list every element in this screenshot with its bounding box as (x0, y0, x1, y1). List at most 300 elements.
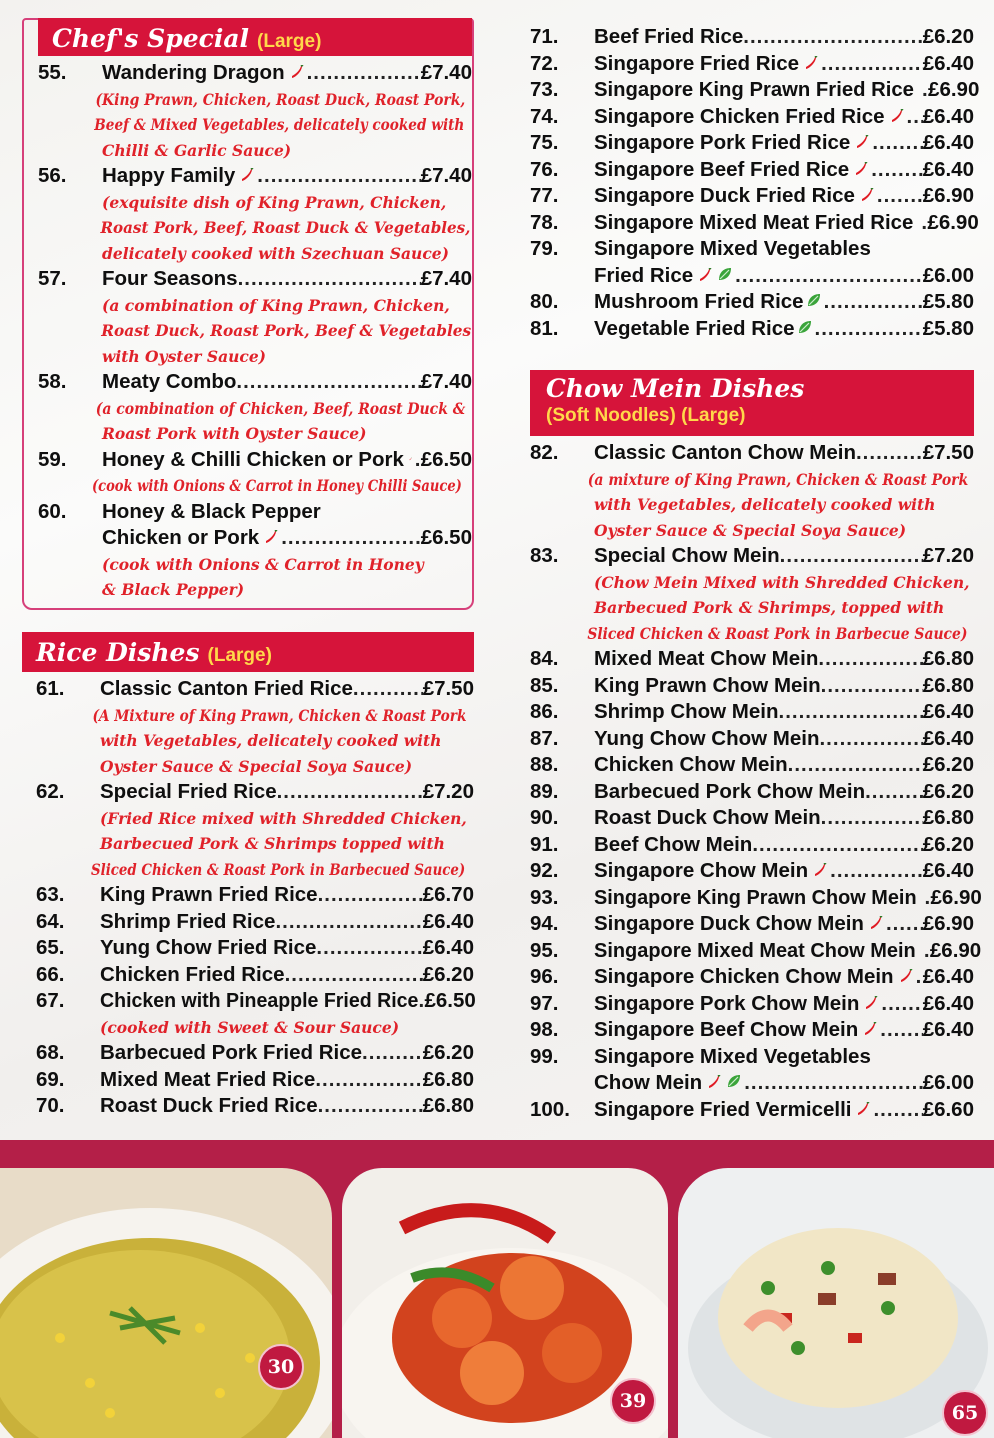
item-number: 100. (530, 1097, 570, 1121)
chili-icon (290, 65, 304, 79)
menu-item (38, 499, 472, 603)
chili-icon (890, 109, 904, 123)
item-name: King Prawn Chow Mein (594, 673, 821, 697)
item-name: Mushroom Fried Rice (594, 290, 804, 313)
item-price: £6.40 (922, 51, 974, 75)
menu-item (530, 1097, 974, 1124)
menu-item-line (36, 935, 474, 962)
menu-item (530, 24, 974, 51)
item-price: £6.20 (422, 1041, 474, 1064)
chili-icon (409, 452, 412, 466)
menu-item-line (530, 157, 974, 184)
item-description: (a mixture of King Prawn, Chicken & Roast Pork (587, 469, 969, 489)
item-description: & Black Pepper) (102, 580, 245, 599)
item-name: Chicken with Pineapple Fried Rice (100, 989, 419, 1012)
menu-item-line (38, 266, 472, 293)
item-description: delicately cooked with Szechuan Sauce) (102, 243, 449, 263)
item-number: 56. (38, 164, 67, 187)
rice-dishes-continued-list (530, 24, 980, 342)
item-name: Roast Duck Chow Mein (594, 806, 821, 829)
leader-dots (318, 882, 423, 909)
item-name: Singapore Beef Fried Rice (594, 157, 850, 181)
menu-item (530, 699, 974, 726)
item-number: 80. (530, 290, 559, 313)
item-number: 62. (36, 780, 65, 803)
chili-icon (707, 1075, 721, 1089)
chili-icon (854, 162, 868, 176)
item-name: Singapore Mixed Vegetables (594, 237, 871, 260)
item-number: 98. (530, 1018, 559, 1041)
item-number: 65. (36, 936, 65, 959)
vegetarian-leaf-icon (717, 266, 733, 282)
menu-item-line (530, 316, 974, 343)
item-description: (cook with Onions & Carrot in Honey Chilli Sauce) (91, 476, 462, 495)
item-name: Singapore King Prawn Chow Mein (594, 885, 917, 909)
item-price: £6.20 (422, 962, 474, 986)
soup-photo (0, 1168, 332, 1438)
item-number: 78. (530, 210, 559, 234)
item-number: 97. (530, 991, 559, 1015)
menu-item-line (530, 1097, 974, 1124)
item-price: £7.40 (420, 370, 472, 393)
item-number: 86. (530, 700, 559, 723)
menu-item-line (530, 938, 982, 965)
item-name-continued: Chow Mein (594, 1071, 703, 1094)
leader-dots (780, 543, 923, 570)
leader-dots (873, 1097, 922, 1124)
leader-dots (830, 858, 923, 885)
item-price: £6.80 (922, 673, 974, 697)
menu-item-line (530, 24, 974, 51)
item-name: Singapore Fried Rice (594, 51, 800, 75)
leader-dots (872, 130, 922, 157)
item-number: 76. (530, 157, 559, 181)
menu-item (38, 369, 472, 447)
item-name: Special Fried Rice (100, 780, 277, 803)
menu-item-line (530, 752, 974, 779)
section-subtitle: (Large) (257, 31, 322, 52)
sweet-sour-chicken-photo (342, 1168, 668, 1438)
item-name: Vegetable Fried Rice (594, 316, 795, 340)
item-price: £6.90 (922, 184, 974, 207)
item-name: Chicken Chow Mein (594, 753, 788, 776)
item-name: Shrimp Fried Rice (100, 909, 276, 933)
item-price: £6.00 (922, 1071, 974, 1094)
item-price: £6.90 (930, 885, 982, 909)
fried-rice-photo (678, 1168, 994, 1438)
menu-item-line (36, 676, 474, 703)
item-price: £6.40 (422, 909, 474, 933)
menu-item (530, 236, 974, 289)
leader-dots (257, 163, 420, 190)
menu-item (530, 805, 974, 832)
item-price: £6.70 (422, 883, 474, 906)
item-description: (a combination of Chicken, Beef, Roast Duck & (95, 398, 466, 418)
item-name: Honey & Chilli Chicken or Pork (102, 447, 404, 471)
item-number: 63. (36, 883, 65, 906)
chefs-special-box (22, 18, 474, 610)
item-number: 89. (530, 779, 559, 803)
menu-item (530, 726, 974, 753)
menu-item-line (530, 263, 974, 290)
item-name: Singapore Mixed Meat Fried Rice (594, 210, 914, 234)
menu-item-line (36, 909, 474, 936)
item-price: £6.00 (922, 263, 974, 287)
menu-item (530, 289, 974, 316)
menu-item-line (530, 1070, 974, 1097)
chow-mein-list (530, 436, 982, 1123)
item-number: 79. (530, 237, 559, 260)
item-number: 64. (36, 909, 65, 933)
menu-item-line (530, 183, 974, 210)
item-price: £6.40 (922, 1018, 974, 1041)
chili-icon (860, 188, 874, 202)
item-number: 74. (530, 104, 559, 128)
leader-dots (277, 779, 423, 806)
menu-item (530, 183, 974, 210)
item-price: £6.40 (922, 104, 974, 128)
menu-item (530, 991, 974, 1018)
leader-dots (824, 289, 923, 316)
menu-item-line (530, 51, 974, 78)
item-price: £5.80 (922, 290, 974, 313)
item-number: 70. (36, 1094, 65, 1117)
item-name: Roast Duck Fried Rice (100, 1094, 318, 1117)
item-number: 92. (530, 859, 559, 882)
menu-item-line (530, 1044, 974, 1071)
item-name: Meaty Combo (102, 370, 237, 393)
menu-item-line (530, 779, 974, 806)
menu-item-line (36, 882, 474, 909)
item-price: £7.20 (922, 544, 974, 567)
menu-item-line (530, 832, 974, 859)
leader-dots (318, 1093, 423, 1120)
menu-item-line (38, 525, 472, 552)
item-price: £7.50 (422, 677, 474, 700)
item-number: 88. (530, 753, 559, 776)
item-name: Singapore Pork Fried Rice (594, 131, 851, 154)
item-number: 93. (530, 885, 559, 909)
item-number: 84. (530, 647, 559, 670)
leader-dots (821, 673, 923, 700)
menu-item-line (530, 858, 974, 885)
chili-icon (855, 135, 869, 149)
leader-dots (752, 832, 922, 859)
menu-item (36, 962, 474, 989)
item-price: £6.40 (422, 936, 474, 959)
item-price: £6.40 (922, 726, 974, 750)
item-price: £6.50 (424, 989, 476, 1012)
item-price: £6.40 (922, 859, 974, 882)
leader-dots (744, 1070, 923, 1097)
leader-dots (285, 962, 423, 989)
item-number: 83. (530, 544, 559, 567)
menu-item (530, 646, 974, 673)
item-name-continued: Fried Rice (594, 263, 694, 287)
item-number: 85. (530, 673, 559, 697)
leader-dots (353, 676, 423, 703)
item-name: Singapore Chicken Chow Mein (594, 965, 894, 988)
chili-icon (804, 56, 818, 70)
leader-dots (315, 1067, 422, 1094)
menu-item (530, 316, 974, 343)
menu-item (530, 964, 974, 991)
vegetarian-leaf-icon (797, 319, 813, 335)
leader-dots (818, 646, 922, 673)
item-number: 87. (530, 726, 559, 750)
menu-item (36, 909, 474, 936)
chili-icon (240, 168, 254, 182)
menu-item-line (36, 988, 474, 1015)
item-number: 77. (530, 184, 559, 207)
photo-number-badge: 39 (610, 1378, 656, 1424)
item-price: £6.60 (922, 1097, 974, 1121)
item-name: Wandering Dragon (102, 61, 285, 84)
menu-item-line (530, 440, 974, 467)
menu-item (36, 676, 474, 779)
item-description: (A Mixture of King Prawn, Chicken & Roast Pork (92, 705, 467, 725)
item-name: Honey & Black Pepper (102, 499, 321, 523)
item-price: £7.40 (420, 61, 472, 84)
item-description: Roast Pork with Oyster Sauce) (102, 424, 367, 443)
photo-number-badge: 30 (258, 1344, 304, 1390)
menu-item (38, 163, 472, 266)
item-price: £6.20 (922, 25, 974, 48)
menu-item (530, 752, 974, 779)
item-number: 69. (36, 1067, 65, 1091)
item-name: Mixed Meat Chow Mein (594, 647, 819, 670)
item-price: £6.20 (922, 753, 974, 776)
menu-item (530, 77, 980, 104)
menu-item-line (530, 991, 974, 1018)
leader-dots (316, 935, 422, 962)
menu-item-line (530, 236, 974, 263)
leader-dots (881, 991, 922, 1018)
menu-item (530, 885, 982, 912)
item-price: £6.90 (928, 78, 980, 101)
soup-photo-icon (0, 1168, 332, 1438)
item-name: Singapore Fried Vermicelli (594, 1097, 852, 1121)
item-name: Yung Chow Chow Mein (594, 726, 820, 750)
item-name: Beef Chow Mein (594, 832, 753, 856)
menu-item (530, 157, 974, 184)
section-subtitle: (Large) (207, 645, 272, 666)
vegetarian-leaf-icon (806, 292, 822, 308)
item-name: Singapore Chow Mein (594, 859, 809, 882)
menu-item-line (38, 447, 472, 474)
section-title: Chow Mein Dishes (546, 374, 805, 403)
menu-item (530, 1017, 974, 1044)
item-price: £5.80 (922, 316, 974, 340)
section-subtitle: (Soft Noodles) (Large) (546, 405, 746, 426)
item-description: (cooked with Sweet & Sour Sauce) (100, 1017, 400, 1037)
item-number: 96. (530, 965, 559, 988)
menu-item (530, 104, 974, 131)
item-description: (Chow Mein Mixed with Shredded Chicken, (594, 572, 970, 592)
leader-dots (281, 525, 420, 552)
leader-dots (819, 726, 922, 753)
item-price: £6.40 (922, 157, 974, 181)
leader-dots (907, 104, 923, 131)
item-name: Singapore Pork Chow Mein (594, 991, 860, 1015)
item-name: Singapore Beef Chow Mein (594, 1018, 859, 1041)
menu-item (530, 130, 974, 157)
menu-item-line (530, 646, 974, 673)
item-number: 61. (36, 677, 65, 700)
item-name: Singapore Chicken Fried Rice (594, 104, 885, 128)
item-number: 91. (530, 832, 559, 856)
item-name-continued: Chicken or Pork (102, 526, 260, 549)
leader-dots (871, 157, 923, 184)
item-name: Singapore King Prawn Fried Rice (594, 78, 914, 101)
item-name: Singapore Duck Chow Mein (594, 912, 864, 935)
leader-dots (916, 964, 923, 991)
menu-item (38, 60, 472, 163)
item-description: Sliced Chicken & Roast Pork in Barbecue Sauce) (587, 623, 968, 643)
item-description: Roast Duck, Roast Pork, Beef & Vegetables (101, 321, 472, 340)
item-price: £6.20 (922, 832, 974, 856)
item-description: with Oyster Sauce) (102, 346, 267, 366)
item-price: £7.50 (922, 441, 974, 464)
item-name: Singapore Mixed Vegetables (594, 1044, 871, 1068)
menu-item (530, 911, 974, 938)
item-description: with Vegetables, delicately cooked with (594, 495, 936, 514)
menu-item-line (530, 673, 974, 700)
leader-dots (362, 1040, 423, 1067)
item-name: Classic Canton Chow Mein (594, 441, 856, 464)
photo-number-badge: 65 (942, 1390, 988, 1436)
chili-icon (863, 1022, 877, 1036)
leader-dots (865, 779, 923, 806)
menu-item-line (530, 77, 980, 104)
item-price: £7.40 (420, 267, 472, 290)
leader-dots (238, 266, 421, 293)
item-name: Special Chow Mein (594, 544, 780, 567)
menu-item-line (530, 885, 982, 912)
item-number: 68. (36, 1041, 65, 1064)
leader-dots (236, 369, 420, 396)
item-price: £6.40 (922, 965, 974, 988)
item-price: £6.80 (422, 1067, 474, 1091)
item-name: Yung Chow Fried Rice (100, 936, 317, 959)
leader-dots (275, 909, 422, 936)
item-number: 75. (530, 131, 559, 154)
leader-dots (735, 263, 923, 290)
item-description: (Fried Rice mixed with Shredded Chicken, (100, 808, 467, 828)
section-title: Chef's Special (52, 24, 250, 53)
item-description: (King Prawn, Chicken, Roast Duck, Roast Pork, (95, 89, 466, 109)
item-name: Singapore Duck Fried Rice (594, 184, 855, 207)
menu-item (530, 210, 979, 237)
item-price: £6.40 (922, 131, 974, 154)
item-number: 60. (38, 499, 67, 523)
menu-item-line (530, 805, 974, 832)
leader-dots (307, 60, 421, 87)
chili-icon (856, 1102, 870, 1116)
menu-item (530, 543, 974, 646)
item-number: 71. (530, 25, 559, 48)
menu-item-line (530, 130, 974, 157)
item-name: Barbecued Pork Fried Rice (100, 1041, 363, 1064)
item-name: King Prawn Fried Rice (100, 883, 318, 906)
leader-dots (856, 440, 923, 467)
menu-item (530, 673, 974, 700)
item-description: with Vegetables, delicately cooked with (100, 731, 442, 750)
leader-dots (743, 24, 922, 51)
item-description: Oyster Sauce & Special Soya Sauce) (100, 756, 413, 776)
item-price: £6.50 (420, 447, 472, 471)
menu-item-line (530, 964, 974, 991)
item-price: £6.40 (922, 700, 974, 723)
menu-item (530, 858, 974, 885)
menu-item-line (530, 726, 974, 753)
item-price: £6.80 (422, 1094, 474, 1117)
item-number: 82. (530, 441, 559, 464)
leader-dots (788, 752, 923, 779)
item-description: (a combination of King Prawn, Chicken, (102, 295, 450, 315)
item-number: 94. (530, 912, 559, 935)
menu-item (36, 988, 474, 1040)
item-price: £6.90 (922, 912, 974, 935)
item-description: Oyster Sauce & Special Soya Sauce) (594, 520, 907, 540)
leader-dots (821, 51, 923, 78)
menu-item-line (36, 779, 474, 806)
item-number: 72. (530, 51, 559, 75)
menu-item-line (530, 1017, 974, 1044)
item-name: Happy Family (102, 164, 236, 187)
rice-dishes-list (22, 672, 474, 1120)
menu-item-line (36, 962, 474, 989)
item-description: Barbecued Pork & Shrimps, topped with (594, 598, 945, 617)
item-name: Chicken Fried Rice (100, 962, 285, 986)
chili-icon (813, 863, 827, 877)
menu-item (530, 832, 974, 859)
chili-icon (864, 996, 878, 1010)
chefs-special-list (24, 56, 472, 603)
item-price: £6.90 (927, 210, 979, 234)
menu-item (36, 1040, 474, 1067)
leader-dots (821, 805, 923, 832)
item-number: 57. (38, 267, 67, 290)
menu-item-line (38, 60, 472, 87)
chow-mein-header (530, 370, 974, 436)
photo-strip (0, 1140, 994, 1438)
item-price: £7.20 (422, 780, 474, 803)
item-number: 95. (530, 938, 559, 962)
item-description: (exquisite dish of King Prawn, Chicken, (102, 192, 447, 212)
item-name: Barbecued Pork Chow Mein (594, 779, 866, 803)
leader-dots (815, 316, 923, 343)
menu-item-line (530, 104, 974, 131)
item-price: £6.80 (922, 806, 974, 829)
item-number: 55. (38, 61, 67, 84)
menu-item-line (530, 699, 974, 726)
item-description: (cook with Onions & Carrot in Honey (102, 554, 424, 574)
item-number: 67. (36, 989, 65, 1012)
chili-icon (899, 969, 913, 983)
item-name: Classic Canton Fried Rice (100, 677, 353, 700)
item-description: Roast Pork, Beef, Roast Duck & Vegetables, (100, 218, 471, 237)
vegetarian-leaf-icon (726, 1073, 742, 1089)
chili-icon (264, 530, 278, 544)
menu-item-line (38, 163, 472, 190)
item-number: 99. (530, 1044, 559, 1068)
item-description: Chilli & Garlic Sauce) (102, 140, 292, 160)
chefs-special-header (38, 18, 472, 56)
left-column (22, 18, 474, 1120)
menu-item-line (530, 543, 974, 570)
item-number: 90. (530, 806, 559, 829)
